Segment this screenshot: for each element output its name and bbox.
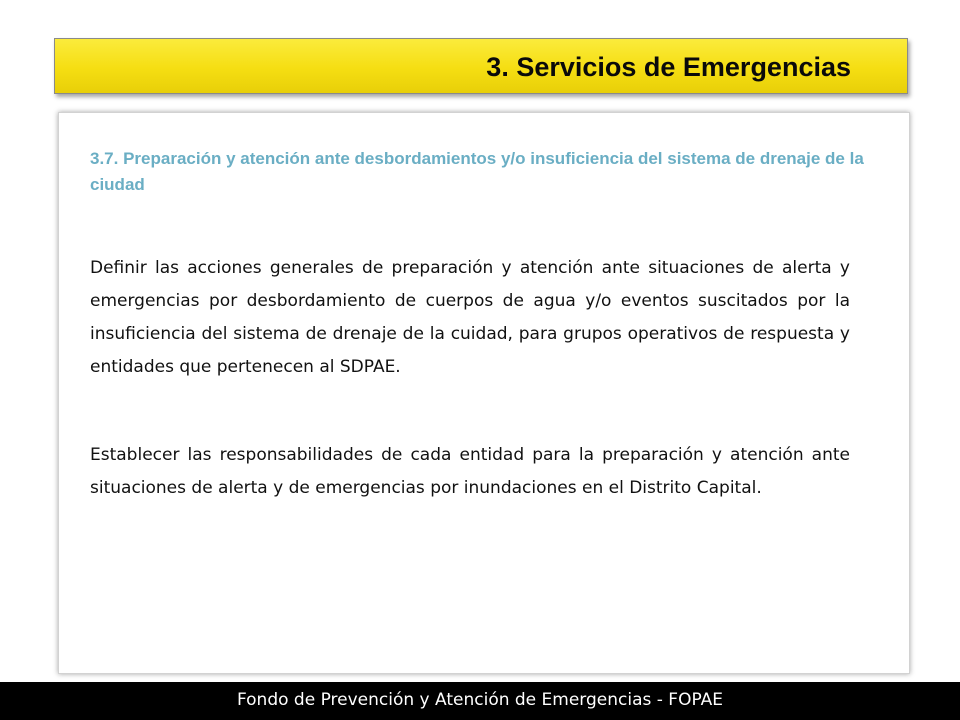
footer-bar (0, 682, 960, 720)
slide-title: 3. Servicios de Emergencias (486, 52, 851, 82)
paragraph-objective-1: Definir las acciones generales de preparación y atención ante situaciones de alerta y emergencias por desbordamiento de cuerpos de agua y/o eventos suscitados por la insuficiencia del sistema de drenaje de la cuidad, para grupos operativos de respuesta y entidades que pertenecen al SDPAE. (90, 258, 850, 377)
section-subtitle: 3.7. Preparación y atención ante desbordamientos y/o insuficiencia del sistema de drenaje de la ciudad (90, 149, 864, 194)
paragraph-objective-2: Establecer las responsabilidades de cada entidad para la preparación y atención ante situaciones de alerta y de emergencias por inundaciones en el Distrito Capital. (90, 445, 850, 498)
footer-text: Fondo de Prevención y Atención de Emergencias - FOPAE (236, 690, 724, 710)
content-panel (58, 112, 910, 674)
title-bar (54, 38, 908, 94)
